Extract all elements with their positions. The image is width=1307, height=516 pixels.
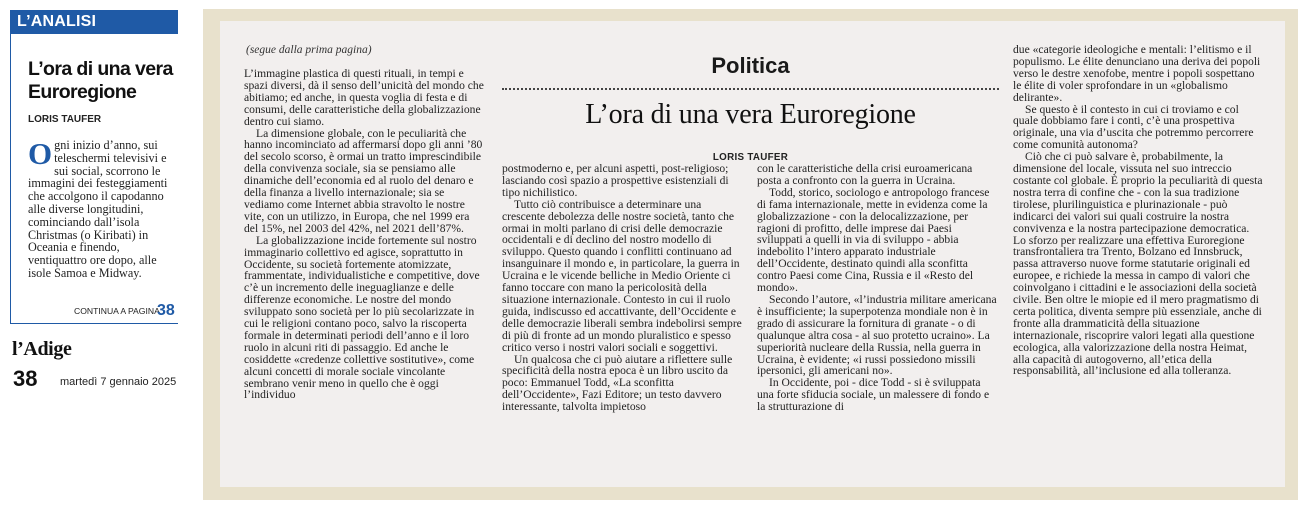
teaser-text — [28, 136, 176, 280]
paragraph: due «categorie ideologiche e mentali: l’elitismo e il populismo. Le élite denunciano una deriva dei popoli verso le destre xenofobe, mentre i popoli sospettano le élite di voler sprofondare in un «globalismo delirante». — [1013, 43, 1261, 104]
article-sheet — [220, 21, 1285, 487]
article-headline: L’ora di una vera Euroregione — [585, 99, 916, 130]
article-column-4 — [1013, 44, 1263, 377]
paragraph: La dimensione globale, con le peculiarità che hanno incominciato ad affermarsi dopo gli anni ’80 del secolo scorso, è ormai un tratto imprescindibile della convivenza sociale, sia se pensiamo alle dinamiche dell’economia ed al ruolo del denaro e della finanza a livello internazionale; sia se vediamo come Internet abbia stravolto le nostre vite, con un utilizzo, in Europa, che nel 1999 era del 15%, nel 2003 del 42%, nel 2021 dell’87%. — [244, 126, 483, 235]
paragraph: postmoderno e, per alcuni aspetti, post-religioso; lasciando così spazio a prospettive esistenziali di tipo nichilistico. — [502, 162, 729, 199]
teaser-author: LORIS TAUFER — [28, 114, 102, 125]
paragraph: Todd, storico, sociologo e antropologo francese di fama internazionale, mette in evidenza come la globalizzazione - con la delocalizzazione, per ragioni di profitto, delle imprese dai Paesi sviluppati a quelli in via di sviluppo - abbia indebolito l’intero apparato industriale dell’Occidente, destinato quindi alla sconfitta contro Paesi come Cina, Russia e il «Resto del mondo». — [757, 185, 990, 295]
paragraph: Tutto ciò contribuisce a determinare una crescente debolezza delle nostre società, tanto che ormai in molti parlano di crisi delle democrazie occidentali e di declino del nostro modello di sviluppo. Questo quando i conflitti continuano ad insanguinare il mondo e, in particolare, la guerra in Ucraina e le vicende belliche in Medio Oriente ci fanno toccare con mano la pericolosità della situazione internazionale. Contesto in cui il ruolo guida, indiscusso ed accattivante, dell’Occidente e delle democrazie liberali sembra indebolirsi sempre di più di fronte ad un mondo pluralistico e spesso critico verso i nostri valori sociali e soggettivi. — [502, 197, 742, 354]
teaser-body: gni inizio d’anno, sui teleschermi televisivi e sui social, scorrono le immagini dei festeggiamenti che accolgono il capodanno alle diverse longitudini, cominciando dall’isola Christmas (o Kiribati) in Oceania e finendo, ventiquattro ore dopo, alle isole Samoa e Midway. — [28, 138, 168, 280]
article-column-1 — [244, 68, 486, 401]
article-column-2 — [502, 163, 744, 413]
article-page — [203, 9, 1298, 500]
continued-from-note: (segue dalla prima pagina) — [246, 44, 372, 56]
paragraph: Secondo l’autore, «l’industria militare americana è insufficiente; la superpotenza mondiale non è in grado di assicurare la fornitura di granate - o di qualunque altra cosa - al suo protetto ucraino». La superiorità nucleare della Russia, nella guerra in Ucraina, è evidente; «i russi possiedono missili ipersonici, gli americani no». — [757, 292, 997, 378]
article-byline: LORIS TAUFER — [712, 152, 789, 163]
front-page-teaser — [0, 0, 190, 516]
section-rubric: Politica — [711, 53, 790, 78]
dotted-divider — [502, 88, 999, 90]
newspaper-logo: l’Adige — [12, 338, 72, 360]
teaser-title[interactable]: L’ora di una vera Euroregione — [28, 58, 173, 103]
paragraph: Se questo è il contesto in cui ci troviamo e col quale dobbiamo fare i conti, c’è una prospettiva originale, una via d’uscita che potremmo percorrere come comunità autonoma? — [1013, 102, 1254, 152]
continued-on-label: CONTINUA A PAGINA — [74, 306, 160, 316]
drop-cap: O — [28, 136, 53, 171]
page-number: 38 — [13, 366, 38, 391]
paragraph: Un qualcosa che ci può aiutare a riflettere sulle specificità della nostra epoca è un libro uscito da poco: Emmanuel Todd, «La sconfitta dell’Occidente», Fazi Editore; un testo davvero interessante, talvolta impietoso — [502, 352, 733, 414]
paragraph: La globalizzazione incide fortemente sul nostro immaginario collettivo ed agisce, soprattutto in Occidente, su società fortemente atomizzate, frammentate, individualistiche e competitive, dove c’è un incremento delle ineguaglianze e delle differenze economiche. Le nostre del mondo sviluppato sono società per lo più secolarizzate in cui le religioni contano poco, salvo la riscoperta formale in determinati periodi dell’anno e il loro ruolo in alcuni riti di passaggio. Ed anche le cosiddette «credenze collettive sostitutive», come alcuni concetti di morale sociale vincolante sembrano venir meno in quello che è oggi l’individuo — [244, 233, 480, 402]
article-column-3 — [757, 163, 999, 413]
issue-date: martedì 7 gennaio 2025 — [60, 376, 177, 388]
paragraph: Ciò che ci può salvare è, probabilmente, la dimensione del locale, vissuta nel suo intreccio costante col globale. È proprio la peculiarità di questa nostra terra di confine che - con la sua tradizione tirolese, plurilinguistica e plurinazionale - può indicarci dei valori sui quali costruire la nostra convivenza e la nostra partecipazione democratica. Lo sforzo per realizzare una effettiva Euroregione transfrontaliera tra Trento, Bolzano ed Innsbruck, passa attraverso nuove forme statutarie originali ed europee, e richiede la messa in campo di valori che coinvolgano i cittadini e le associazioni della società civile. Ben oltre le miopie ed il mero pragmatismo di certa politica, diventa sempre più essenziale, anche di fronte alla drammaticità della situazione internazionale, riscoprire valori legati alla questione ecologica, alla valorizzazione della nostra Heimat, alla capacità di autogoverno, all’etica della responsabilità, all’inclusione ed alla tolleranza. — [1013, 150, 1263, 378]
paragraph: con le caratteristiche della crisi euroamericana posta a confronto con la guerra in Ucraina. — [757, 162, 973, 187]
paragraph: In Occidente, poi - dice Todd - si è sviluppata una forte sfiducia sociale, un malessere di fondo e la strutturazione di — [757, 376, 990, 414]
section-tag: L’ANALISI — [10, 10, 178, 34]
paragraph: L’immagine plastica di questi rituali, in tempi e spazi diversi, dà il senso dell’unicità del mondo che abitiamo; ed anche, in questa voglia di festa e di consumi, delle caratteristiche della globalizzazione dentro cui siamo. — [244, 67, 484, 128]
continued-page-link[interactable]: 38 — [157, 302, 175, 319]
